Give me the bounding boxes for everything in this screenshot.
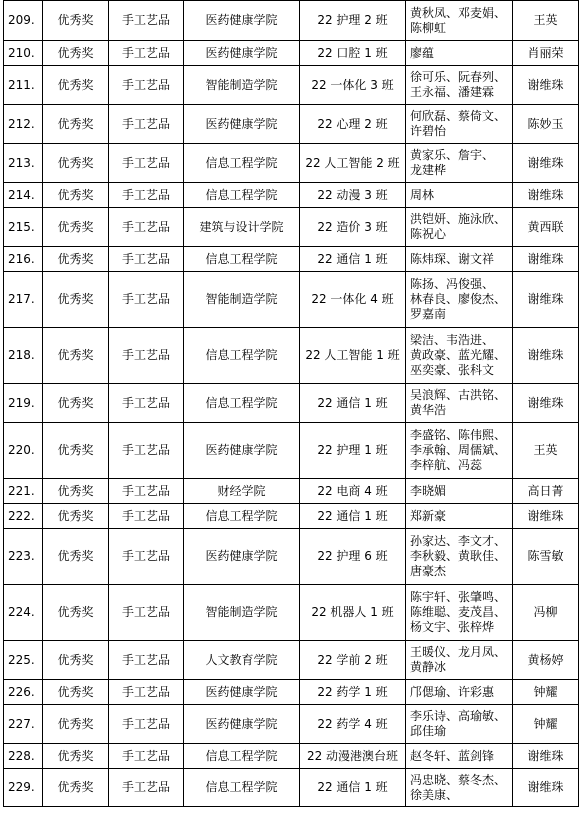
row-number: 224. xyxy=(4,585,43,641)
row-number: 229. xyxy=(4,769,43,807)
award-level: 优秀奖 xyxy=(43,680,109,705)
advisor-name: 王英 xyxy=(513,1,579,41)
student-names: 黄秋凤、邓麦娟、 陈柳虹 xyxy=(406,1,513,41)
class-name: 22 护理 1 班 xyxy=(300,423,406,479)
class-name: 22 一体化 3 班 xyxy=(300,66,406,105)
table-row xyxy=(4,272,579,328)
table-row xyxy=(4,744,579,769)
college-name: 医药健康学院 xyxy=(184,705,300,744)
table-row xyxy=(4,680,579,705)
work-category: 手工艺品 xyxy=(109,41,184,66)
advisor-name: 陈雪敏 xyxy=(513,529,579,585)
work-category: 手工艺品 xyxy=(109,66,184,105)
award-level: 优秀奖 xyxy=(43,479,109,504)
advisor-name: 王英 xyxy=(513,423,579,479)
work-category: 手工艺品 xyxy=(109,247,184,272)
college-name: 财经学院 xyxy=(184,479,300,504)
student-names: 黄家乐、詹宇、 龙建桦 xyxy=(406,144,513,183)
student-names: 洪铠妍、施泳欣、 陈祝心 xyxy=(406,208,513,247)
work-category: 手工艺品 xyxy=(109,183,184,208)
class-name: 22 通信 1 班 xyxy=(300,769,406,807)
table-row xyxy=(4,183,579,208)
college-name: 医药健康学院 xyxy=(184,680,300,705)
college-name: 信息工程学院 xyxy=(184,247,300,272)
table-row xyxy=(4,529,579,585)
award-level: 优秀奖 xyxy=(43,585,109,641)
college-name: 医药健康学院 xyxy=(184,529,300,585)
table-row xyxy=(4,585,579,641)
advisor-name: 钟耀 xyxy=(513,680,579,705)
advisor-name: 陈妙玉 xyxy=(513,105,579,144)
work-category: 手工艺品 xyxy=(109,423,184,479)
college-name: 信息工程学院 xyxy=(184,769,300,807)
row-number: 219. xyxy=(4,384,43,423)
table-row xyxy=(4,504,579,529)
work-category: 手工艺品 xyxy=(109,705,184,744)
work-category: 手工艺品 xyxy=(109,272,184,328)
row-number: 226. xyxy=(4,680,43,705)
college-name: 医药健康学院 xyxy=(184,423,300,479)
award-level: 优秀奖 xyxy=(43,504,109,529)
award-level: 优秀奖 xyxy=(43,769,109,807)
row-number: 225. xyxy=(4,641,43,680)
college-name: 人文教育学院 xyxy=(184,641,300,680)
college-name: 医药健康学院 xyxy=(184,105,300,144)
table-row xyxy=(4,423,579,479)
row-number: 214. xyxy=(4,183,43,208)
college-name: 信息工程学院 xyxy=(184,504,300,529)
student-names: 吴浪辉、古洪铭、 黄华浩 xyxy=(406,384,513,423)
student-names: 郑新豪 xyxy=(406,504,513,529)
student-names: 邝偲瑜、许彩惠 xyxy=(406,680,513,705)
award-level: 优秀奖 xyxy=(43,208,109,247)
student-names: 陈扬、冯俊强、 林春良、廖俊杰、 罗嘉南 xyxy=(406,272,513,328)
table-row xyxy=(4,1,579,41)
class-name: 22 电商 4 班 xyxy=(300,479,406,504)
row-number: 220. xyxy=(4,423,43,479)
advisor-name: 黄西联 xyxy=(513,208,579,247)
class-name: 22 口腔 1 班 xyxy=(300,41,406,66)
advisor-name: 钟耀 xyxy=(513,705,579,744)
award-level: 优秀奖 xyxy=(43,105,109,144)
student-names: 李晓媚 xyxy=(406,479,513,504)
college-name: 智能制造学院 xyxy=(184,66,300,105)
advisor-name: 谢维珠 xyxy=(513,144,579,183)
class-name: 22 护理 2 班 xyxy=(300,1,406,41)
class-name: 22 造价 3 班 xyxy=(300,208,406,247)
table-row xyxy=(4,144,579,183)
class-name: 22 动漫 3 班 xyxy=(300,183,406,208)
row-number: 222. xyxy=(4,504,43,529)
class-name: 22 护理 6 班 xyxy=(300,529,406,585)
student-names: 何欣磊、蔡倚文、 许碧怡 xyxy=(406,105,513,144)
award-table-body xyxy=(4,1,579,807)
row-number: 211. xyxy=(4,66,43,105)
work-category: 手工艺品 xyxy=(109,744,184,769)
student-names: 赵冬轩、蓝剑锋 xyxy=(406,744,513,769)
college-name: 信息工程学院 xyxy=(184,144,300,183)
student-names: 梁洁、韦浩进、 黄政豪、蓝光耀、 巫奕豪、张科文 xyxy=(406,328,513,384)
award-level: 优秀奖 xyxy=(43,144,109,183)
work-category: 手工艺品 xyxy=(109,585,184,641)
award-level: 优秀奖 xyxy=(43,183,109,208)
advisor-name: 谢维珠 xyxy=(513,504,579,529)
advisor-name: 谢维珠 xyxy=(513,183,579,208)
row-number: 210. xyxy=(4,41,43,66)
row-number: 218. xyxy=(4,328,43,384)
advisor-name: 黄杨婷 xyxy=(513,641,579,680)
class-name: 22 人工智能 1 班 xyxy=(300,328,406,384)
row-number: 227. xyxy=(4,705,43,744)
table-row xyxy=(4,208,579,247)
award-level: 优秀奖 xyxy=(43,1,109,41)
class-name: 22 一体化 4 班 xyxy=(300,272,406,328)
row-number: 209. xyxy=(4,1,43,41)
college-name: 信息工程学院 xyxy=(184,328,300,384)
student-names: 周林 xyxy=(406,183,513,208)
college-name: 信息工程学院 xyxy=(184,384,300,423)
row-number: 216. xyxy=(4,247,43,272)
work-category: 手工艺品 xyxy=(109,328,184,384)
class-name: 22 通信 1 班 xyxy=(300,247,406,272)
class-name: 22 人工智能 2 班 xyxy=(300,144,406,183)
award-table xyxy=(3,0,579,807)
work-category: 手工艺品 xyxy=(109,144,184,183)
student-names: 陈宇轩、张肇鸣、 陈维聪、麦茂昌、 杨文宇、张梓烨 xyxy=(406,585,513,641)
work-category: 手工艺品 xyxy=(109,504,184,529)
table-row xyxy=(4,328,579,384)
college-name: 建筑与设计学院 xyxy=(184,208,300,247)
advisor-name: 谢维珠 xyxy=(513,66,579,105)
work-category: 手工艺品 xyxy=(109,680,184,705)
student-names: 徐可乐、阮春列、 王永福、潘建霖 xyxy=(406,66,513,105)
student-names: 王暖仪、龙月凤、 黄静冰 xyxy=(406,641,513,680)
class-name: 22 学前 2 班 xyxy=(300,641,406,680)
college-name: 信息工程学院 xyxy=(184,183,300,208)
student-names: 廖蕴 xyxy=(406,41,513,66)
work-category: 手工艺品 xyxy=(109,479,184,504)
table-row xyxy=(4,641,579,680)
row-number: 212. xyxy=(4,105,43,144)
work-category: 手工艺品 xyxy=(109,208,184,247)
table-row xyxy=(4,769,579,807)
work-category: 手工艺品 xyxy=(109,529,184,585)
row-number: 221. xyxy=(4,479,43,504)
table-row xyxy=(4,384,579,423)
class-name: 22 药学 1 班 xyxy=(300,680,406,705)
advisor-name: 谢维珠 xyxy=(513,769,579,807)
college-name: 智能制造学院 xyxy=(184,272,300,328)
student-names: 孙家达、李文才、 李秋毅、黄耿佳、 唐豪杰 xyxy=(406,529,513,585)
class-name: 22 通信 1 班 xyxy=(300,504,406,529)
class-name: 22 动漫港澳台班 xyxy=(300,744,406,769)
advisor-name: 肖丽荣 xyxy=(513,41,579,66)
table-row xyxy=(4,105,579,144)
advisor-name: 冯柳 xyxy=(513,585,579,641)
award-level: 优秀奖 xyxy=(43,641,109,680)
work-category: 手工艺品 xyxy=(109,1,184,41)
advisor-name: 谢维珠 xyxy=(513,384,579,423)
row-number: 228. xyxy=(4,744,43,769)
advisor-name: 谢维珠 xyxy=(513,272,579,328)
row-number: 215. xyxy=(4,208,43,247)
student-names: 李盛铭、陈伟熙、 李承翰、周儒斌、 李梓航、冯蕊 xyxy=(406,423,513,479)
work-category: 手工艺品 xyxy=(109,769,184,807)
row-number: 223. xyxy=(4,529,43,585)
college-name: 智能制造学院 xyxy=(184,585,300,641)
award-level: 优秀奖 xyxy=(43,66,109,105)
award-level: 优秀奖 xyxy=(43,705,109,744)
table-row xyxy=(4,705,579,744)
student-names: 陈炜琛、谢文祥 xyxy=(406,247,513,272)
college-name: 医药健康学院 xyxy=(184,1,300,41)
advisor-name: 谢维珠 xyxy=(513,247,579,272)
award-level: 优秀奖 xyxy=(43,328,109,384)
work-category: 手工艺品 xyxy=(109,384,184,423)
award-level: 优秀奖 xyxy=(43,744,109,769)
student-names: 李乐诗、高瑜敏、 邱佳瑜 xyxy=(406,705,513,744)
award-level: 优秀奖 xyxy=(43,384,109,423)
student-names: 冯忠晓、蔡冬杰、 徐美康、 xyxy=(406,769,513,807)
college-name: 医药健康学院 xyxy=(184,41,300,66)
advisor-name: 高日菁 xyxy=(513,479,579,504)
award-level: 优秀奖 xyxy=(43,41,109,66)
row-number: 217. xyxy=(4,272,43,328)
class-name: 22 通信 1 班 xyxy=(300,384,406,423)
college-name: 信息工程学院 xyxy=(184,744,300,769)
advisor-name: 谢维珠 xyxy=(513,328,579,384)
table-row xyxy=(4,247,579,272)
row-number: 213. xyxy=(4,144,43,183)
table-row xyxy=(4,41,579,66)
table-row xyxy=(4,479,579,504)
class-name: 22 心理 2 班 xyxy=(300,105,406,144)
class-name: 22 机器人 1 班 xyxy=(300,585,406,641)
award-level: 优秀奖 xyxy=(43,423,109,479)
work-category: 手工艺品 xyxy=(109,641,184,680)
table-row xyxy=(4,66,579,105)
award-level: 优秀奖 xyxy=(43,272,109,328)
award-level: 优秀奖 xyxy=(43,247,109,272)
award-level: 优秀奖 xyxy=(43,529,109,585)
class-name: 22 药学 4 班 xyxy=(300,705,406,744)
work-category: 手工艺品 xyxy=(109,105,184,144)
advisor-name: 谢维珠 xyxy=(513,744,579,769)
